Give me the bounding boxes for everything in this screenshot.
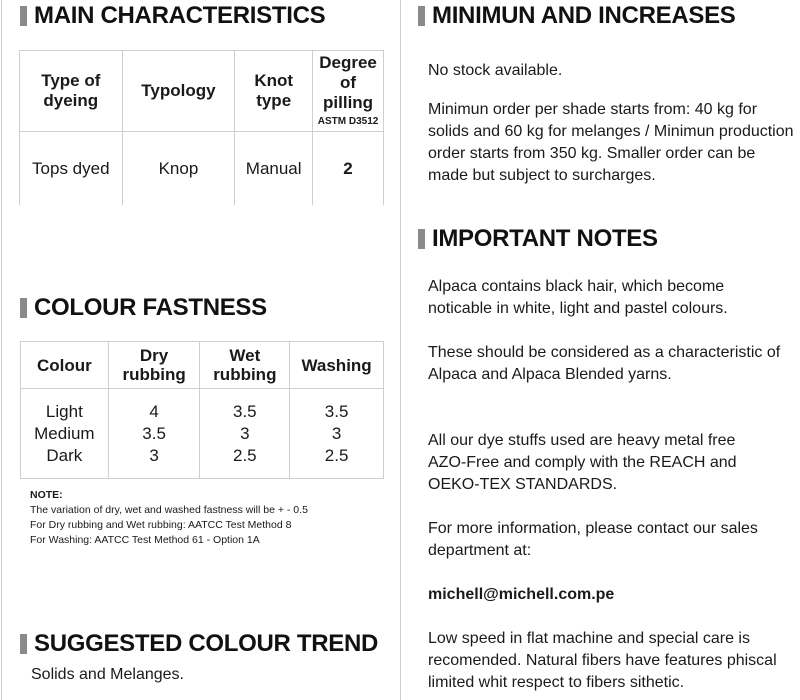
table-header-row	[20, 51, 384, 132]
heading-bar-icon	[20, 634, 27, 654]
header-wet-rubbing: Wet rubbing	[200, 342, 290, 389]
fastness-note	[30, 488, 308, 548]
minimum-title: MINIMUN AND INCREASES	[432, 2, 736, 29]
cell-colour: Dark	[21, 445, 109, 467]
suggested-trend-text: Solids and Melanges.	[31, 666, 184, 683]
heading-bar-icon	[20, 6, 27, 26]
note-title: NOTE:	[30, 489, 63, 501]
header-knot-type: Knot type	[235, 51, 313, 132]
table-row	[21, 423, 384, 445]
heading-bar-icon	[418, 229, 425, 249]
cell-type-of-dyeing: Tops dyed	[20, 132, 123, 206]
cell-dry-rubbing: 3	[108, 445, 200, 467]
colour-fastness-title: COLOUR FASTNESS	[34, 294, 267, 321]
column-divider	[400, 0, 401, 700]
main-characteristics-table	[19, 50, 384, 205]
colour-fastness-heading	[20, 294, 267, 322]
cell-washing: 2.5	[290, 445, 384, 467]
cell-wet-rubbing: 2.5	[200, 445, 290, 467]
contact-text: For more information, please contact our sales department at:	[428, 520, 758, 559]
main-characteristics-title: MAIN CHARACTERISTICS	[34, 2, 326, 29]
cell-colour: Medium	[21, 423, 109, 445]
header-type-of-dyeing: Type of dyeing	[20, 51, 123, 132]
header-typology: Typology	[122, 51, 235, 132]
cell-washing: 3.5	[290, 401, 384, 423]
cell-colour: Light	[21, 401, 109, 423]
characteristic-text: These should be considered as a characteristic of Alpaca and Alpaca Blended yarns.	[428, 344, 781, 383]
table-header-row	[21, 342, 384, 389]
heading-bar-icon	[418, 6, 425, 26]
no-stock-text: No stock available.	[428, 62, 563, 79]
header-degree-of-pilling	[313, 51, 384, 132]
cell-washing: 3	[290, 423, 384, 445]
cell-dry-rubbing: 3.5	[108, 423, 200, 445]
machine-care-text: Low speed in flat machine and special care is recomended. Natural fibers have features phiscal limited whit respect to fibers sithetic.	[428, 630, 777, 691]
suggested-trend-heading	[20, 630, 378, 658]
minimum-order-text: Minimun order per shade starts from: 40 kg for solids and 60 kg for melanges / Minimun production order starts from 350 kg. Smaller order can be made but subject to surcharges.	[428, 101, 794, 184]
pilling-standard: ASTM D3512	[317, 116, 379, 127]
important-notes-heading	[418, 225, 658, 253]
important-notes-title: IMPORTANT NOTES	[432, 225, 658, 252]
colour-fastness-table	[20, 341, 384, 479]
alpaca-hair-text: Alpaca contains black hair, which become noticable in white, light and pastel colours.	[428, 278, 728, 317]
note-line: For Washing: AATCC Test Method 61 - Option 1A	[30, 534, 260, 546]
cell-knot-type: Manual	[235, 132, 313, 206]
table-row	[21, 445, 384, 467]
main-characteristics-heading	[20, 2, 325, 30]
cell-wet-rubbing: 3	[200, 423, 290, 445]
note-line: The variation of dry, wet and washed fastness will be + - 0.5	[30, 504, 308, 516]
table-row	[21, 401, 384, 423]
cell-degree-of-pilling: 2	[313, 132, 384, 206]
table-row	[20, 132, 384, 206]
heading-bar-icon	[20, 298, 27, 318]
degree-of-pilling-label: Degree of pilling	[319, 53, 377, 112]
sales-email-link[interactable]: michell@michell.com.pe	[428, 586, 615, 603]
header-dry-rubbing: Dry rubbing	[108, 342, 200, 389]
cell-typology: Knop	[122, 132, 235, 206]
header-washing: Washing	[290, 342, 384, 389]
suggested-trend-title: SUGGESTED COLOUR TREND	[34, 630, 379, 657]
note-line: For Dry rubbing and Wet rubbing: AATCC Test Method 8	[30, 519, 292, 531]
header-colour: Colour	[21, 342, 109, 389]
left-edge-divider	[1, 0, 2, 700]
cell-dry-rubbing: 4	[108, 401, 200, 423]
minimum-heading	[418, 2, 736, 30]
dye-stuffs-text: All our dye stuffs used are heavy metal free AZO-Free and comply with the REACH and OEKO-TEX STANDARDS.	[428, 432, 737, 493]
cell-wet-rubbing: 3.5	[200, 401, 290, 423]
